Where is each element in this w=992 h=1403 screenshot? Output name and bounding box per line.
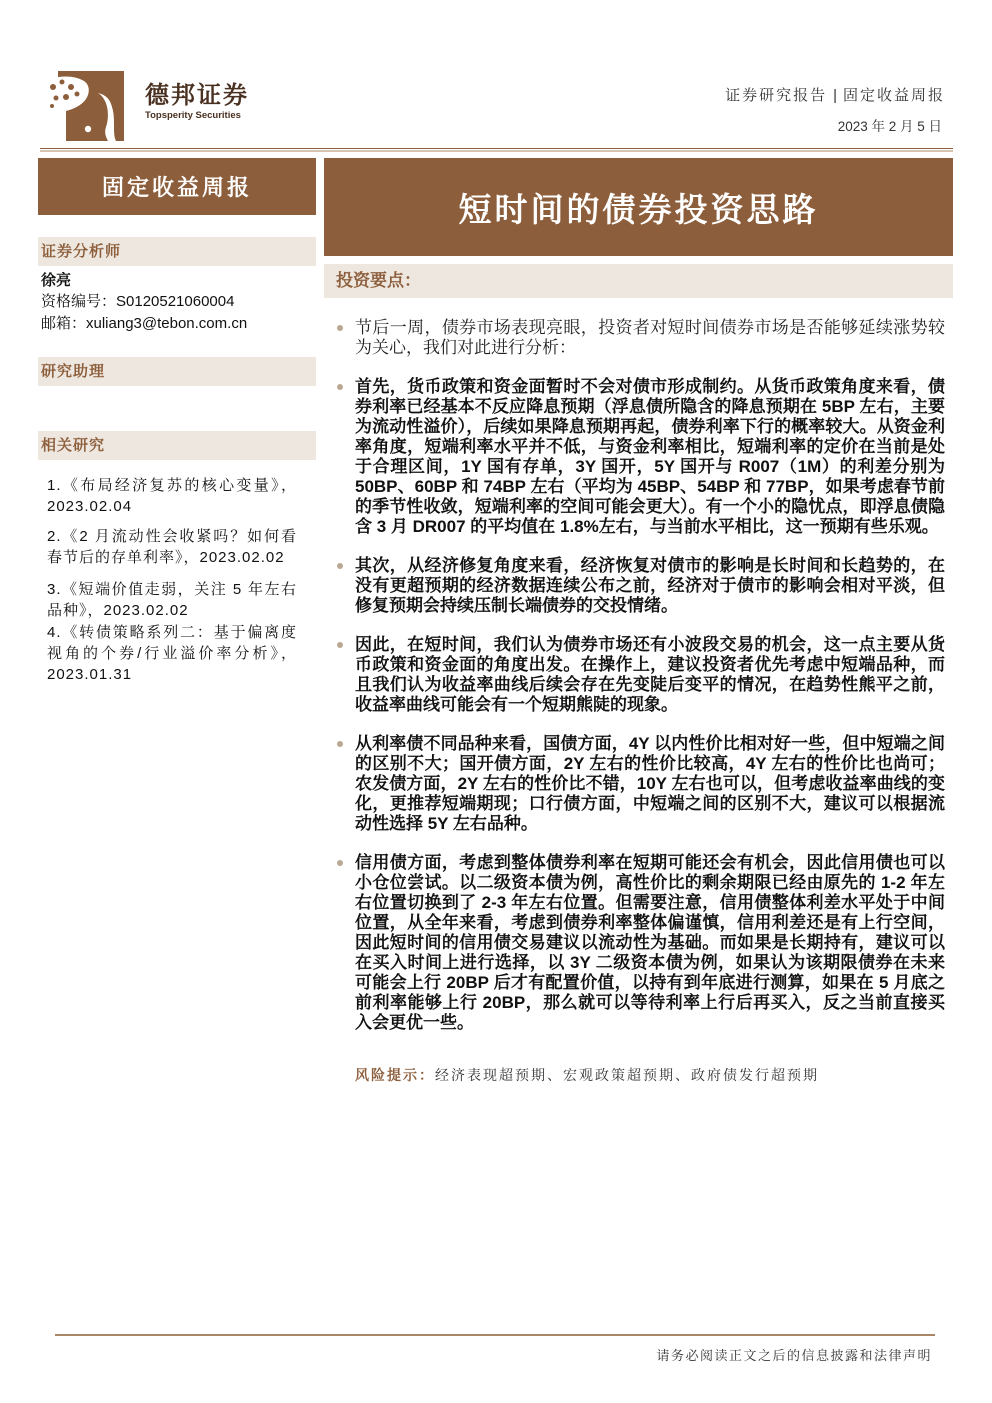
footer-disclaimer: 请务必阅读正文之后的信息披露和法律声明 — [656, 1348, 932, 1363]
key-points-heading: 投资要点： — [336, 271, 421, 290]
related-research-heading: 相关研究 — [41, 437, 106, 454]
risk-warning-text: 经济表现超预期、宏观政策超预期、政府债发行超预期 — [435, 1067, 819, 1083]
header-separator: | — [833, 87, 837, 104]
bullet-dot-icon — [337, 563, 343, 569]
analyst-heading-bar — [38, 237, 316, 266]
related-research-item: 4.《转债策略系列二：基于偏离度视角的个券/行业溢价率分析》，2023.01.31 — [47, 624, 297, 683]
analyst-name: 徐亮 — [41, 272, 72, 289]
report-title: 短时间的债券投资思路 — [458, 189, 819, 229]
series-title-banner — [38, 158, 316, 215]
related-research-item: 1.《布局经济复苏的核心变量》，2023.02.04 — [47, 477, 297, 515]
key-point-text: 节后一周，债券市场表现亮眼，投资者对短时间债券市场是否能够延续涨势较为关心，我们对此进行分析： — [355, 318, 945, 357]
risk-warning — [355, 1065, 945, 1085]
analyst-email: 邮箱：xuliang3@tebon.com.cn — [41, 315, 248, 332]
assistant-heading-bar — [38, 357, 316, 386]
key-point-text: 从利率债不同品种来看，国债方面，4Y 以内性价比相对好一些，但中短端之间的区别不大；国开债方面，2Y 左右的性价比较高，4Y 左右的性价比也尚可；农发债方面，2Y 左右的性价比不错，10Y 左右也可以，但考虑收益率曲线的变化，更推荐短端期现；口行债方面，中短端之间的区别不大，建议可以根据流动性选择 5Y 左右品种。 — [355, 734, 945, 833]
key-point — [355, 853, 945, 1033]
related-research-item: 3.《短端价值走弱，关注 5 年左右品种》，2023.02.02 — [47, 581, 297, 619]
key-point — [355, 734, 945, 834]
related-research-item: 2.《2 月流动性会收紧吗？如何看春节后的存单利率》，2023.02.02 — [47, 528, 297, 566]
brand-name: 德邦证券 — [145, 82, 249, 109]
related-research-heading-bar — [38, 431, 316, 460]
key-point-text: 其次，从经济修复角度来看，经济恢复对债市的影响是长时间和长趋势的，在没有更超预期的经济数据连续公布之前，经济对于债市的影响会相对平淡，但修复预期会持续压制长端债券的交投情绪。 — [355, 556, 945, 615]
report-series: 固定收益周报 — [842, 87, 945, 104]
analyst-license: 资格编号：S0120521060004 — [41, 293, 235, 310]
series-title: 固定收益周报 — [101, 175, 252, 201]
assistant-heading: 研究助理 — [41, 363, 106, 380]
bullet-dot-icon — [337, 741, 343, 747]
key-point-text: 首先，货币政策和资金面暂时不会对债市形成制约。从货币政策角度来看，债券利率已经基本不反应降息预期（浮息债所隐含的降息预期在 5BP 左右，主要为流动性溢价），后续如果降息预期再起，债券利率下行的概率较大。从资金利率角度，短端利率水平并不低，与资金利率相比，短端利率的定价在当前是处于合理区间，1Y 国有存单，3Y 国开，5Y 国开与 R007（1M）的利差分别为 50BP、60BP 和 74BP 左右（平均为 45BP、54BP 和 77BP，如果考虑春节前的季节性收敛，短端利率的空间可能会更大）。有一个小的隐忧点，即浮息债隐含 3 月 DR007 的平均值在 1.8%左右，与当前水平相比，这一预期有些乐观。 — [355, 377, 945, 536]
bullet-dot-icon — [337, 384, 343, 390]
key-point-text: 因此，在短时间，我们认为债券市场还有小波段交易的机会，这一点主要从货币政策和资金面的角度出发。在操作上，建议投资者优先考虑中短端品种，而且我们认为收益率曲线后续会存在先变陡后变平的情况，在趋势性熊平之前，收益率曲线可能会有一个短期熊陡的现象。 — [355, 635, 945, 714]
report-category — [725, 86, 945, 106]
brand-name-english: Topsperity Securities — [145, 110, 241, 121]
key-point — [355, 318, 945, 358]
report-title-banner — [324, 158, 953, 256]
risk-warning-label: 风险提示： — [355, 1067, 435, 1083]
bullet-dot-icon — [337, 325, 343, 331]
footer-divider — [55, 1334, 935, 1336]
analyst-heading: 证券分析师 — [41, 243, 122, 260]
key-points-heading-bar — [324, 264, 953, 298]
header-divider — [40, 148, 953, 152]
key-point — [355, 635, 945, 715]
tebon-leopard-logo-icon — [44, 71, 124, 141]
report-date: 2023 年 2 月 5 日 — [837, 119, 942, 134]
bullet-dot-icon — [337, 642, 343, 648]
report-type: 证券研究报告 — [725, 87, 828, 104]
key-point — [355, 377, 945, 537]
bullet-dot-icon — [337, 860, 343, 866]
key-points-list — [355, 318, 945, 1085]
key-point — [355, 556, 945, 616]
key-point-text: 信用债方面，考虑到整体债券利率在短期可能还会有机会，因此信用债也可以小仓位尝试。以二级资本债为例，高性价比的剩余期限已经由原先的 1-2 年左右位置切换到了 2-3 年左右位置。但需要注意，信用债整体利差水平处于中间位置，从全年来看，考虑到债券利率整体偏谨慎，信用利差还是有上行空间，因此短时间的信用债交易建议以流动性为基础。而如果是长期持有，建议可以在买入时间上进行选择，以 3Y 二级资本债为例，如果认为该期限债券在未来可能会上行 20BP 后才有配置价值，以持有到年底进行测算，如果在 5 月底之前利率能够上行 20BP，那么就可以等待利率上行后再买入，反之当前直接买入会更优一些。 — [355, 853, 945, 1032]
